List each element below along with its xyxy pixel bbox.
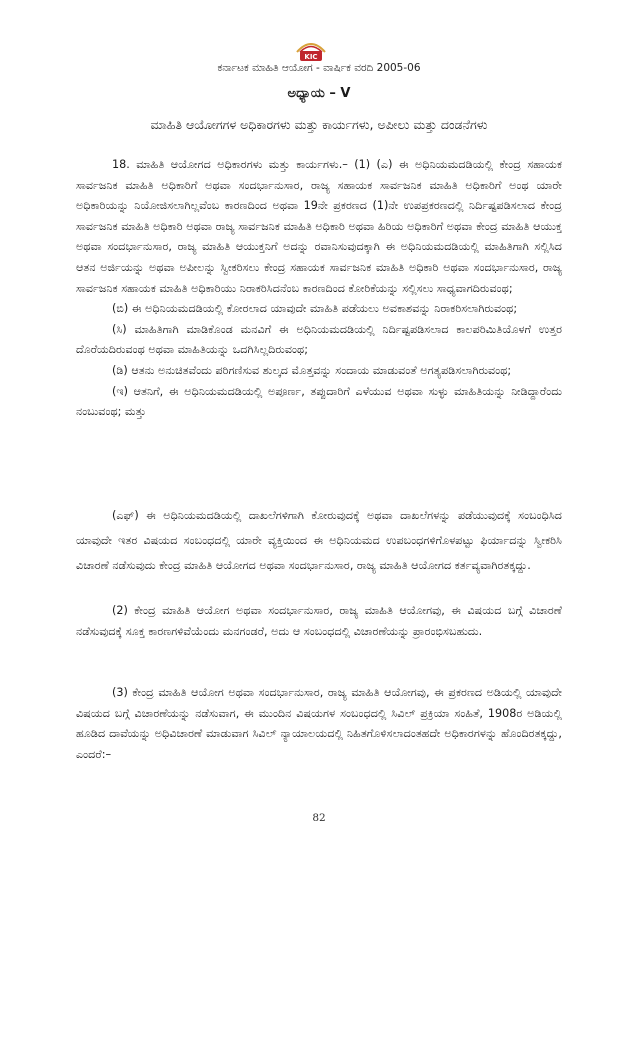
paragraph-clause-e: (ಇ) ಆತನಿಗೆ, ಈ ಅಧಿನಿಯಮದಡಿಯಲ್ಲಿ ಅಪೂರ್ಣ, ತಪ್ಪುದಾರಿಗೆ ಎಳೆಯುವ ಅಥವಾ ಸುಳ್ಳು ಮಾಹಿತಿಯನ್ನು ನೀಡಿದ್ದಾರೆಂದು ನಂಬುವಂಥ; ಮತ್ತು: [76, 384, 562, 419]
clause-block-2: [76, 503, 562, 578]
clause-block-3: [76, 601, 562, 642]
paragraph-section-18: 18. ಮಾಹಿತಿ ಆಯೋಗದ ಅಧಿಕಾರಗಳು ಮತ್ತು ಕಾರ್ಯಗಳು.– (1) (ಎ) ಈ ಅಧಿನಿಯಮದಡಿಯಲ್ಲಿ ಕೇಂದ್ರ ಸಹಾಯಕ ಸಾರ್ವಜನಿಕ ಮಾಹಿತಿ ಅಧಿಕಾರಿಗೆ ಅಥವಾ ಸಂದರ್ಭಾನುಸಾರ, ರಾಜ್ಯ ಸಹಾಯಕ ಸಾರ್ವಜನಿಕ ಮಾಹಿತಿ ಅಧಿಕಾರಿಗೆ ಅಂಥ ಯಾರೇ ಅಧಿಕಾರಿಯನ್ನು ನಿಯೋಜಿಸಲಾಗಿಲ್ಲವೆಂಬ ಕಾರಣದಿಂದ ಅಥವಾ 19ನೇ ಪ್ರಕರಣದ (1)ನೇ ಉಪಪ್ರಕರಣದಲ್ಲಿ ನಿರ್ದಿಷ್ಟಪಡಿಸಲಾದ ಕೇಂದ್ರ ಸಾರ್ವಜನಿಕ ಮಾಹಿತಿ ಅಧಿಕಾರಿ ಅಥವಾ ರಾಜ್ಯ ಸಾರ್ವಜನಿಕ ಮಾಹಿತಿ ಅಧಿಕಾರಿ ಅಥವಾ ಹಿರಿಯ ಅಧಿಕಾರಿಗೆ ಅಥವಾ ಕೇಂದ್ರ ಮಾಹಿತಿ ಆಯುಕ್ತ ಅಥವಾ ಸಂದರ್ಭಾನುಸಾರ, ರಾಜ್ಯ ಮಾಹಿತಿ ಆಯುಕ್ತನಿಗೆ ಅದನ್ನು ರವಾನಿಸುವುದಕ್ಕಾಗಿ ಈ ಅಧಿನಿಯಮದಡಿಯಲ್ಲಿ ಮಾಹಿತಿಗಾಗಿ ಸಲ್ಲಿಸಿದ ಆತನ ಅರ್ಜಿಯನ್ನು ಅಥವಾ ಅಪೀಲನ್ನು ಸ್ವೀಕರಿಸಲು ಕೇಂದ್ರ ಸಹಾಯಕ ಸಾರ್ವಜನಿಕ ಮಾಹಿತಿ ಅಧಿಕಾರಿ ಅಥವಾ ಸಂದರ್ಭಾನುಸಾರ, ರಾಜ್ಯ ಸಾರ್ವಜನಿಕ ಸಹಾಯಕ ಮಾಹಿತಿ ಅಧಿಕಾರಿಯು ನಿರಾಕರಿಸಿದನೆಂಬ ಕಾರಣದಿಂದ ಕೋರಿಕೆಯನ್ನು ಸಲ್ಲಿಸಲು ಸಾಧ್ಯವಾಗದಿರುವಂಥ;: [76, 158, 562, 295]
paragraph-clause-c: (ಸಿ) ಮಾಹಿತಿಗಾಗಿ ಮಾಡಿಕೊಂಡ ಮನವಿಗೆ ಈ ಅಧಿನಿಯಮದಡಿಯಲ್ಲಿ ನಿರ್ದಿಷ್ಟಪಡಿಸಲಾದ ಕಾಲಪರಿಮಿತಿಯೊಳಗೆ ಉತ್ತರ ದೊರೆಯದಿರುವಂಥ ಅಥವಾ ಮಾಹಿತಿಯನ್ನು ಒದಗಿಸಿಲ್ಲದಿರುವಂಥ;: [76, 322, 562, 357]
paragraph-clause-f: (ಎಫ್) ಈ ಅಧಿನಿಯಮದಡಿಯಲ್ಲಿ ದಾಖಲೆಗಳಿಗಾಗಿ ಕೋರುವುದಕ್ಕೆ ಅಥವಾ ದಾಖಲೆಗಳನ್ನು ಪಡೆಯುವುದಕ್ಕೆ ಸಂಬಂಧಿಸಿದ ಯಾವುದೇ ಇತರ ವಿಷಯದ ಸಂಬಂಧದಲ್ಲಿ ಯಾರೇ ವ್ಯಕ್ತಿಯಿಂದ ಈ ಅಧಿನಿಯಮದ ಉಪಬಂಧಗಳಿಗೊಳಪಟ್ಟು ಫಿರ್ಯಾದನ್ನು ಸ್ವೀಕರಿಸಿ ವಿಚಾರಣೆ ನಡೆಸುವುದು ಕೇಂದ್ರ ಮಾಹಿತಿ ಆಯೋಗದ ಅಥವಾ ಸಂದರ್ಭಾನುಸಾರ, ರಾಜ್ಯ ಮಾಹಿತಿ ಆಯೋಗದ ಕರ್ತವ್ಯವಾಗಿರತಕ್ಕದ್ದು.: [76, 509, 562, 572]
page-number: 82: [312, 812, 326, 824]
logo-text: KIC: [304, 53, 318, 61]
paragraph-clause-d: (ಡಿ) ಆತನು ಅನುಚಿತವೆಂದು ಪರಿಗಣಿಸುವ ಶುಲ್ಕದ ಮೊತ್ತವನ್ನು ಸಂದಾಯ ಮಾಡುವಂತೆ ಅಗತ್ಯಪಡಿಸಲಾಗಿರುವಂಥ;: [112, 363, 512, 377]
paragraph-subsection-2: (2) ಕೇಂದ್ರ ಮಾಹಿತಿ ಆಯೋಗ ಅಥವಾ ಸಂದರ್ಭಾನುಸಾರ, ರಾಜ್ಯ ಮಾಹಿತಿ ಆಯೋಗವು, ಈ ವಿಷಯದ ಬಗ್ಗೆ ವಿಚಾರಣೆ ನಡೆಸುವುದಕ್ಕೆ ಸೂಕ್ತ ಕಾರಣಗಳಿವೆಯೆಂದು ಮನಗಂಡರೆ, ಅದು ಆ ಸಂಬಂಧದಲ್ಲಿ ವಿಚಾರಣೆಯನ್ನು ಪ್ರಾರಂಭಿಸಬಹುದು.: [76, 604, 562, 638]
running-header: ಕರ್ನಾಟಕ ಮಾಹಿತಿ ಆಯೋಗ - ವಾರ್ಷಿಕ ವರದಿ 2005-06: [217, 62, 421, 74]
paragraph-clause-b: (ಬಿ) ಈ ಅಧಿನಿಯಮದಡಿಯಲ್ಲಿ ಕೋರಲಾದ ಯಾವುದೇ ಮಾಹಿತಿ ಪಡೆಯಲು ಅವಕಾಶವನ್ನು ನಿರಾಕರಿಸಲಾಗಿರುವಂಥ;: [112, 302, 518, 316]
section-heading: ಮಾಹಿತಿ ಆಯೋಗಗಳ ಅಧಿಕಾರಗಳು ಮತ್ತು ಕಾರ್ಯಗಳು, ಅಪೀಲು ಮತ್ತು ದಂಡನೆಗಳು: [150, 117, 488, 132]
paragraph-subsection-3: (3) ಕೇಂದ್ರ ಮಾಹಿತಿ ಆಯೋಗ ಅಥವಾ ಸಂದರ್ಭಾನುಸಾರ, ರಾಜ್ಯ ಮಾಹಿತಿ ಆಯೋಗವು, ಈ ಪ್ರಕರಣದ ಅಡಿಯಲ್ಲಿ ಯಾವುದೇ ವಿಷಯದ ಬಗ್ಗೆ ವಿಚಾರಣೆಯನ್ನು ನಡೆಸುವಾಗ, ಈ ಮುಂದಿನ ವಿಷಯಗಳ ಸಂಬಂಧದಲ್ಲಿ ಸಿವಿಲ್ ಪ್ರಕ್ರಿಯಾ ಸಂಹಿತೆ, 1908ರ ಅಡಿಯಲ್ಲಿ ಹೂಡಿದ ದಾವೆಯನ್ನು ಅಧಿವಿಚಾರಣೆ ಮಾಡುವಾಗ ಸಿವಿಲ್ ನ್ಯಾಯಾಲಯದಲ್ಲಿ ನಿಹಿತಗೊಳಿಸಲಾದಂತಹದೇ ಅಧಿಕಾರಗಳನ್ನು ಹೊಂದಿರತಕ್ಕದ್ದು, ಎಂದರೆ:–: [76, 686, 562, 761]
chapter-title: ಅಧ್ಯಾಯ – V: [287, 86, 351, 101]
clause-block-4: [76, 683, 562, 765]
kic-logo: [294, 38, 328, 62]
clause-block-1: [76, 155, 562, 423]
kic-logo-icon: [294, 38, 328, 62]
